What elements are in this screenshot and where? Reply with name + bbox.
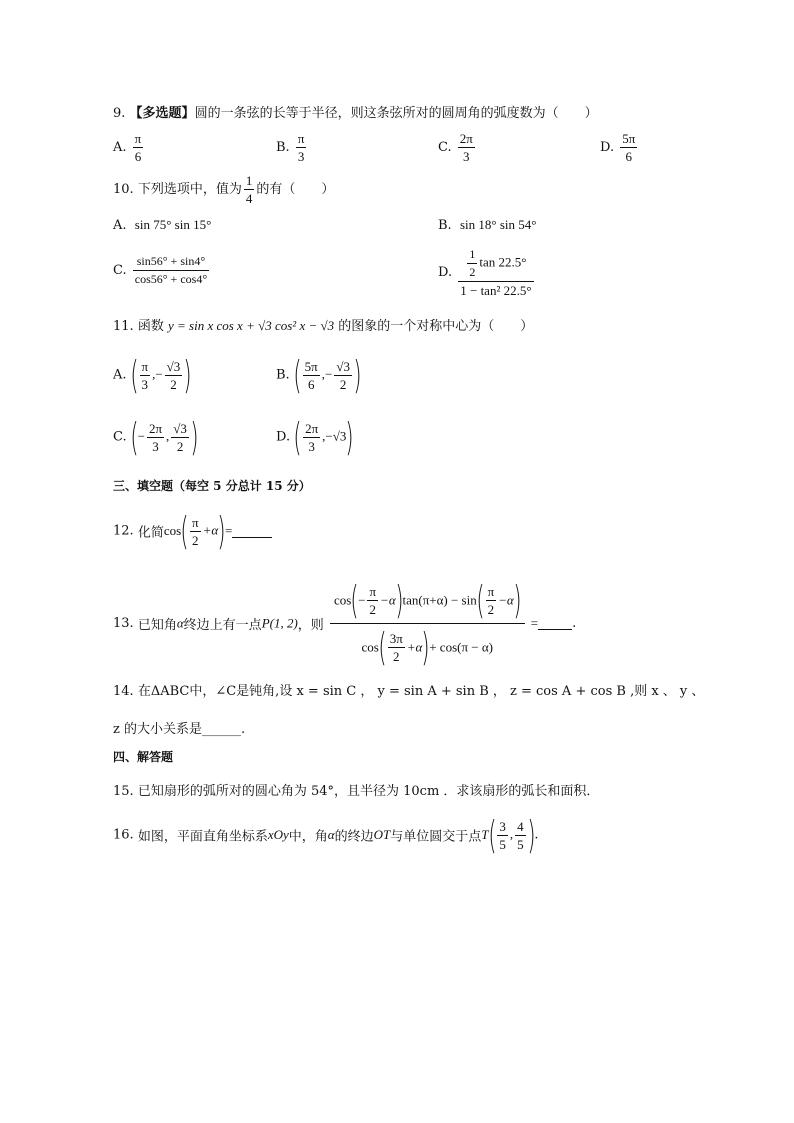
question-text: 的有（ ） xyxy=(256,182,335,197)
fraction-numerator: sin56° + sin4° xyxy=(133,253,209,271)
question-number: 11. xyxy=(113,319,134,334)
q9-option-b[interactable] xyxy=(276,130,308,165)
question-number: 16. xyxy=(113,827,134,843)
fraction-numerator xyxy=(458,246,533,282)
fraction-denominator: 6 xyxy=(134,149,142,164)
q11-option-b[interactable]: B. ( $\frac{5\pi}{6}$ ,− $\frac{√3}{2}$ ) xyxy=(276,353,362,397)
fraction xyxy=(133,253,209,288)
q11-option-c[interactable]: C. (− $\frac{2\pi}{3}$ , $\frac{√3}{2}$ ) xyxy=(113,415,199,459)
fraction-denominator: cos56° + cos4° xyxy=(134,272,208,286)
fraction-denominator: 3 xyxy=(463,149,470,164)
option-label: D. xyxy=(276,429,291,445)
question-text: 已知角 xyxy=(137,618,177,633)
big-fraction: cos(− $\frac{\pi}{2}$ −α)tan(π+α) − sin( $\frac{\pi}{2}$ −α) cos( $\frac{3\pi}{2}$ +α)+ cos(π − α) xyxy=(330,577,525,670)
q15-stem xyxy=(113,780,599,799)
q10-option-c[interactable] xyxy=(113,253,211,288)
question-number: 15. xyxy=(113,784,134,799)
q14-line1 xyxy=(113,680,704,699)
q14-line2: z 的大小关系是______. xyxy=(113,722,246,737)
option-label: A. xyxy=(113,140,127,155)
tan-expression: tan 22.5° xyxy=(479,254,527,270)
fraction-numerator: 2π xyxy=(459,131,473,146)
option-label: C. xyxy=(113,263,127,278)
q10-stem xyxy=(113,172,334,207)
fraction-denominator: 5 xyxy=(499,836,506,852)
fraction xyxy=(458,246,533,299)
fraction xyxy=(244,172,255,207)
option-expression: sin 18° sin 54° xyxy=(459,217,537,232)
fraction-denominator: 6 xyxy=(625,149,633,164)
half-fraction: $\frac{1}{2}$ xyxy=(469,247,476,279)
fraction-denominator: 5 xyxy=(517,836,524,852)
question-text: 中，角 xyxy=(288,829,328,845)
q11-option-a[interactable]: A. ( $\frac{\pi}{3}$ ,− $\frac{√3}{2}$ ) xyxy=(113,353,192,397)
q10-option-b[interactable] xyxy=(438,217,536,233)
q10-option-d[interactable] xyxy=(438,246,536,299)
coordinate-system-label: xOy xyxy=(267,827,289,842)
q10-option-a[interactable] xyxy=(113,217,211,233)
question-text: 如图，平面直角坐标系 xyxy=(137,829,268,845)
answer-blank[interactable] xyxy=(538,617,572,630)
question-number: 13. xyxy=(113,616,134,631)
q9-stem xyxy=(113,102,598,121)
equals-sign: = xyxy=(225,523,233,538)
question-text: 已知扇形的弧所对的圆心角为 54°，且半径为 10cm ．求该扇形的弧长和面积． xyxy=(137,784,600,799)
question-tag: 【多选题】 xyxy=(129,106,195,121)
function-name: cos xyxy=(163,523,182,538)
option-label: B. xyxy=(276,140,290,155)
q9-option-d[interactable] xyxy=(600,130,639,165)
option-label: C. xyxy=(438,140,452,155)
fraction-numerator: 1 xyxy=(245,173,253,188)
fraction-numerator: π xyxy=(297,131,305,146)
fraction-numerator: 4 xyxy=(517,818,524,834)
fraction-numerator: π xyxy=(134,131,142,146)
question-text: 的图象的一个对称中心为（ ） xyxy=(338,319,534,334)
option-label: A. xyxy=(113,218,127,233)
ray-label: OT xyxy=(373,827,391,842)
fraction xyxy=(296,130,307,165)
q9-option-a[interactable] xyxy=(113,130,145,165)
option-label: B. xyxy=(438,218,452,233)
fraction-numerator: 5π xyxy=(622,131,636,146)
q11-stem xyxy=(113,315,533,334)
point-label: P(1, 2) xyxy=(261,615,298,631)
fraction-numerator: 3 xyxy=(499,818,506,834)
function-expression: y = sin x cos x + √3 cos² x − √3 xyxy=(167,318,335,333)
question-text: 在ΔABC中，∠C是钝角,设 x = sin C ， y = sin A + sin B ， z = cos A + cos B ,则 x 、 y 、 xyxy=(137,684,705,699)
fraction-denominator: 4 xyxy=(245,191,253,206)
q9-option-c[interactable] xyxy=(438,130,477,165)
q16-stem: 16. 如图，平面直角坐标系xOy中，角α的终边OT与单位圆交于点T( $\frac{3}{5}$ , $\frac{4}{5}$ ). xyxy=(113,813,539,857)
option-label: D. xyxy=(438,265,453,280)
section-heading: 三、填空题（每空 5 分总计 15 分） xyxy=(113,479,311,493)
q13-stem: 13. 已知角α终边上有一点P(1, 2)，则 cos(− $\frac{\pi}{2}$ −α)tan(π+α) − sin( $\frac{\pi}{2}$ −α) cos( $\frac{3\pi}{2}$ +α)+ cos(π − α) = . xyxy=(113,578,577,669)
point-label: T xyxy=(481,827,489,842)
question-text: 与单位圆交于点 xyxy=(390,829,482,845)
option-expression: sin 75° sin 15° xyxy=(134,217,212,232)
section-heading: 四、解答题 xyxy=(113,750,174,764)
question-text: 的终边 xyxy=(334,829,374,845)
question-text: 下列选项中，值为 xyxy=(137,182,242,197)
fraction-denominator: 3 xyxy=(297,149,305,164)
question-text: 函数 xyxy=(137,319,164,334)
fraction xyxy=(133,130,144,165)
question-text: ，则 xyxy=(297,618,324,633)
alpha-symbol: α xyxy=(176,615,184,631)
q11-option-d[interactable]: D. ( $\frac{2\pi}{3}$ ,−√3) xyxy=(276,415,354,459)
question-number: 9. xyxy=(113,106,126,121)
question-text: 化简 xyxy=(137,525,164,541)
option-label: D. xyxy=(600,140,615,155)
alpha-symbol: α xyxy=(327,827,335,842)
option-label: B. xyxy=(276,367,290,383)
option-label: A. xyxy=(113,367,127,383)
fraction xyxy=(458,130,475,165)
q12-stem: 12. 化简cos( $\frac{\pi}{2}$ +α)= xyxy=(113,512,272,550)
answer-blank[interactable] xyxy=(232,525,272,538)
option-label: C. xyxy=(113,429,127,445)
question-text: 终边上有一点 xyxy=(183,618,262,633)
question-number: 12. xyxy=(113,523,134,539)
fraction xyxy=(620,130,637,165)
question-number: 14. xyxy=(113,684,134,699)
question-number: 10. xyxy=(113,182,134,197)
question-text: 圆的一条弦的长等于半径，则这条弦所对的圆周角的弧度数为（ ） xyxy=(194,106,598,121)
fraction-denominator: 1 − tan² 22.5° xyxy=(460,283,532,298)
